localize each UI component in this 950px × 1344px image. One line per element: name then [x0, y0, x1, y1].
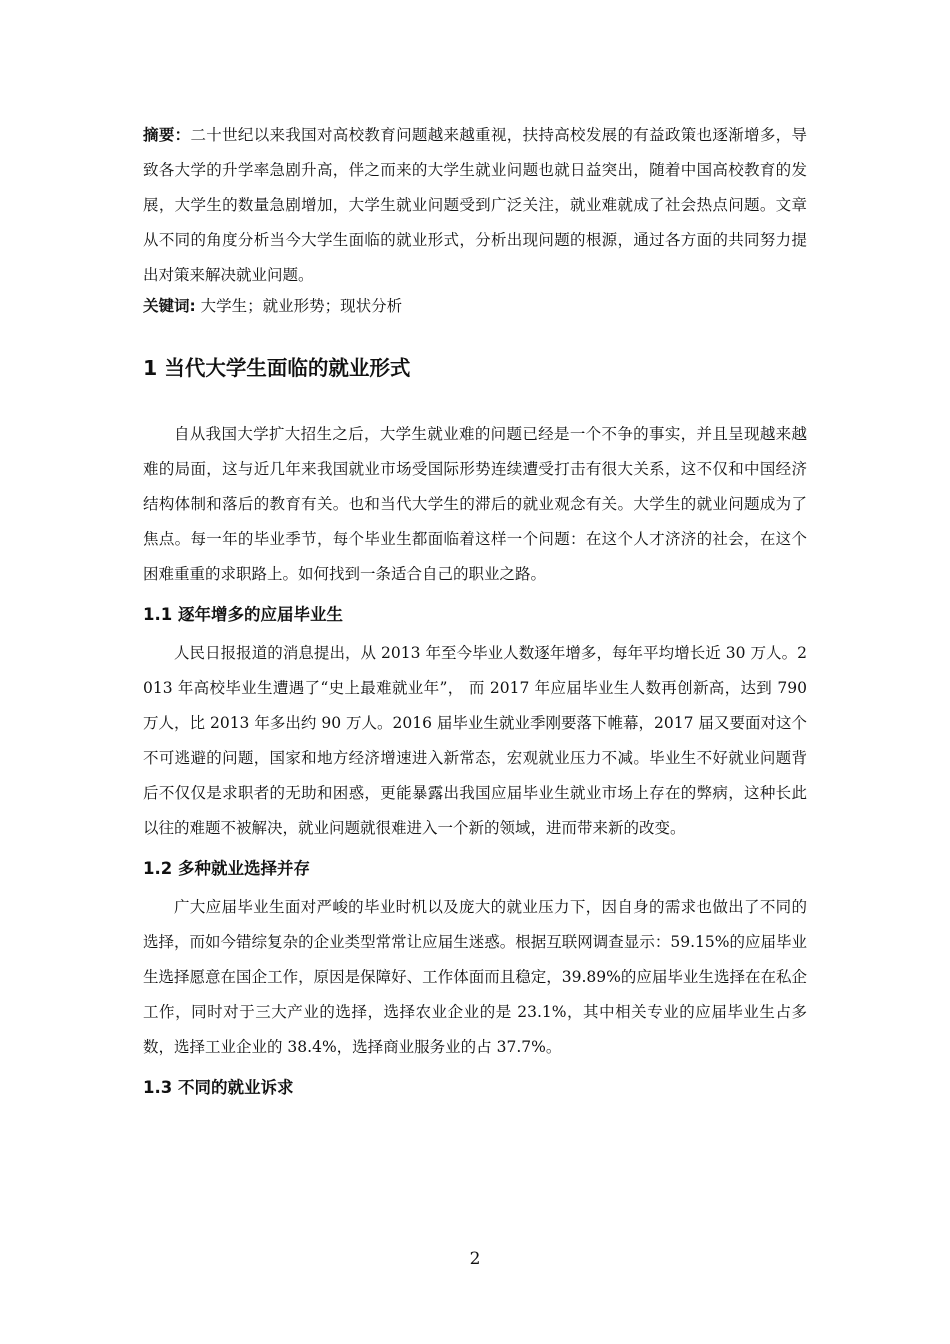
abstract-label: 摘要：: [143, 126, 191, 144]
section-1-1-heading: 1.1 逐年增多的应届毕业生: [143, 605, 343, 624]
section-1-paragraph: 自从我国大学扩大招生之后，大学生就业难的问题已经是一个不争的事实，并且呈现越来越难的局面，这与近几年来我国就业市场受国际形势连续遭受打击有很大关系，这不仅和中国经济结构体制和落后的教育有关。也和当代大学生的滞后的就业观念有关。大学生的就业问题成为了焦点。每一年的毕业季节，每个毕业生都面临着这样一个问题：在这个人才济济的社会，在这个困难重重的求职路上。如何找到一条适合自己的职业之路。: [143, 425, 807, 583]
abstract-paragraph: [143, 118, 807, 293]
section-1-2-heading: 1.2 多种就业选择并存: [143, 859, 310, 878]
page-content: [143, 118, 807, 1109]
keywords-text: 大学生；就业形势；现状分析: [195, 297, 403, 315]
section-1-heading: 1 当代大学生面临的就业形式: [143, 356, 411, 380]
section-1-1-paragraph: 人民日报报道的消息提出，从 2013 年至今毕业人数逐年增多，每年平均增长近 30 万人。2013 年高校毕业生遭遇了“史上最难就业年”， 而 2017 年应届毕业生人数再创新高，达到 790 万人，比 2013 年多出约 90 万人。2016 届毕业生就业季刚要落下帷幕，2017 届又要面对这个不可逃避的问题，国家和地方经济增速进入新常态，宏观就业压力不减。毕业生不好就业问题背后不仅仅是求职者的无助和困惑，更能暴露出我国应届毕业生就业市场上存在的弊病，这种长此以往的难题不被解决，就业问题就很难进入一个新的领域，进而带来新的改变。: [143, 644, 807, 837]
section-1-3-heading: 1.3 不同的就业诉求: [143, 1078, 294, 1097]
abstract-text: 二十世纪以来我国对高校教育问题越来越重视，扶持高校发展的有益政策也逐渐增多，导致各大学的升学率急剧升高，伴之而来的大学生就业问题也就日益突出，随着中国高校教育的发展，大学生的数量急剧增加，大学生就业问题受到广泛关注，就业难就成了社会热点问题。文章从不同的角度分析当今大学生面临的就业形式，分析出现问题的根源，通过各方面的共同努力提出对策来解决就业问题。: [143, 126, 807, 284]
keywords-line: [143, 293, 807, 319]
section-1-2-paragraph: 广大应届毕业生面对严峻的毕业时机以及庞大的就业压力下，因自身的需求也做出了不同的选择，而如今错综复杂的企业类型常常让应届生迷惑。根据互联网调查显示：59.15%的应届毕业生选择愿意在国企工作，原因是保障好、工作体面而且稳定，39.89%的应届毕业生选择在在私企工作，同时对于三大产业的选择，选择农业企业的是 23.1%，其中相关专业的应届毕业生占多数，选择工业企业的 38.4%，选择商业服务业的占 37.7%。: [143, 898, 807, 1056]
keywords-label: 关键词:: [143, 297, 196, 315]
page-number: 2: [469, 1249, 481, 1269]
